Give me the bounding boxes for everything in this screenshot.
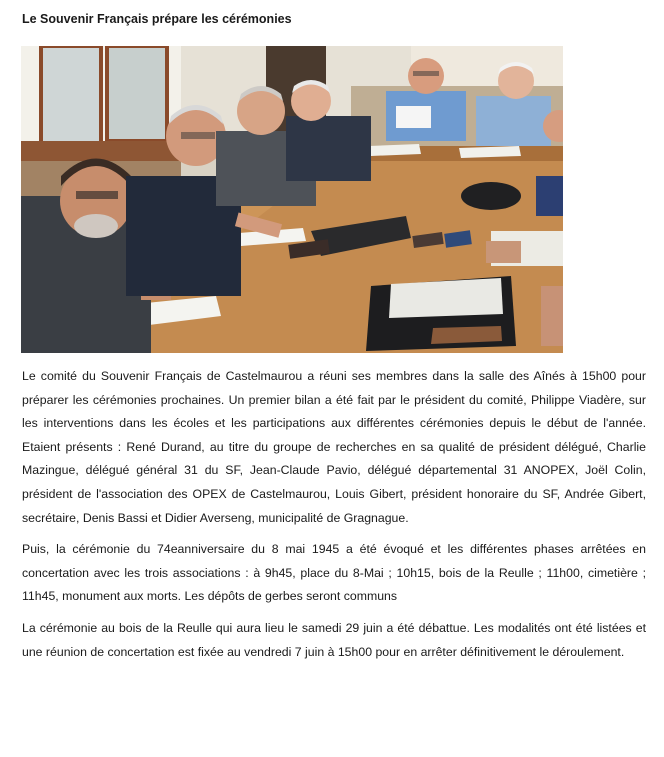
article-title: Le Souvenir Français prépare les cérémonies [22,12,292,26]
article-body [22,365,646,672]
article-paragraph: Le comité du Souvenir Français de Castelmaurou a réuni ses membres dans la salle des Aînés à 15h00 pour préparer les cérémonies prochaines. Un premier bilan a été fait par le président du comité, Philippe Viadère, sur les interventions dans les écoles et les participations aux différentes cérémonies depuis le début de l'année. Etaient présents : René Durand, au titre du groupe de recherches en sa qualité de président délégué, Charlie Mazingue, délégué général 31 du SF, Jean-Claude Pavio, délégué départemental 31 ANOPEX, Joël Colin, président de l'association des OPEX de Castelmaurou, Louis Gibert, président honoraire du SF, Andrée Gibert, secrétaire, Denis Bassi et Didier Averseng, municipalité de Gragnague. [22,369,646,525]
article-paragraph: La cérémonie au bois de la Reulle qui aura lieu le samedi 29 juin a été débattue. Les modalités ont été listées et une réunion de concertation est fixée au vendredi 7 juin à 15h00 pour en arrêter définitivement le déroulement. [22,620,646,659]
article-paragraph: Puis, la cérémonie du 74eanniversaire du 8 mai 1945 a été évoqué et les différentes phases arrêtées en concertation avec les trois associations : à 9h45, place du 8-Mai ; 10h15, bois de la Reulle ; 11h00, cimetière ; 11h45, monument aux morts. Les dépôts de gerbes seront communs [22,542,646,604]
meeting-photo [21,46,563,353]
